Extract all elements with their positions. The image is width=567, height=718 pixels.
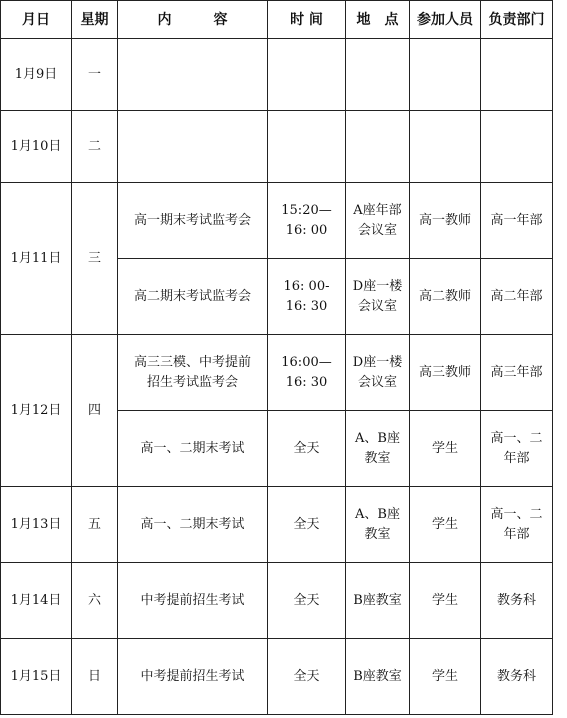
place-cell bbox=[346, 111, 410, 183]
table-row bbox=[1, 487, 553, 563]
header-place: 地 点 bbox=[346, 1, 410, 39]
place-cell: D座一楼 会议室 bbox=[346, 335, 410, 411]
table-row bbox=[1, 111, 553, 183]
table-row bbox=[1, 183, 553, 259]
time-cell: 15:20— 16: 00 bbox=[268, 183, 346, 259]
department-cell: 教务科 bbox=[481, 639, 553, 715]
department-cell: 高二年部 bbox=[481, 259, 553, 335]
participants-cell: 高二教师 bbox=[410, 259, 481, 335]
date-cell: 1月14日 bbox=[1, 563, 72, 639]
participants-cell: 学生 bbox=[410, 487, 481, 563]
place-cell: A座年部 会议室 bbox=[346, 183, 410, 259]
header-content: 内 容 bbox=[118, 1, 268, 39]
content-cell: 高三三模、中考提前 招生考试监考会 bbox=[118, 335, 268, 411]
content-cell: 高一、二期末考试 bbox=[118, 487, 268, 563]
time-cell bbox=[268, 39, 346, 111]
weekday-cell: 四 bbox=[72, 335, 118, 487]
participants-cell bbox=[410, 39, 481, 111]
participants-cell: 学生 bbox=[410, 639, 481, 715]
participants-cell: 高一教师 bbox=[410, 183, 481, 259]
time-cell: 全天 bbox=[268, 411, 346, 487]
time-cell: 全天 bbox=[268, 563, 346, 639]
content-cell bbox=[118, 39, 268, 111]
header-month-day: 月日 bbox=[1, 1, 72, 39]
date-cell: 1月11日 bbox=[1, 183, 72, 335]
weekday-cell: 一 bbox=[72, 39, 118, 111]
content-cell bbox=[118, 111, 268, 183]
participants-cell: 学生 bbox=[410, 411, 481, 487]
header-row bbox=[1, 1, 553, 39]
weekday-cell: 日 bbox=[72, 639, 118, 715]
table-row bbox=[1, 639, 553, 715]
content-cell: 高一期末考试监考会 bbox=[118, 183, 268, 259]
place-cell: B座教室 bbox=[346, 563, 410, 639]
weekday-cell: 五 bbox=[72, 487, 118, 563]
participants-cell bbox=[410, 111, 481, 183]
header-participants: 参加人员 bbox=[410, 1, 481, 39]
weekday-cell: 三 bbox=[72, 183, 118, 335]
department-cell: 高一年部 bbox=[481, 183, 553, 259]
table-row bbox=[1, 563, 553, 639]
content-cell: 中考提前招生考试 bbox=[118, 563, 268, 639]
date-cell: 1月12日 bbox=[1, 335, 72, 487]
header-time: 时 间 bbox=[268, 1, 346, 39]
department-cell: 高一、二 年部 bbox=[481, 487, 553, 563]
time-cell: 16:00— 16: 30 bbox=[268, 335, 346, 411]
date-cell: 1月13日 bbox=[1, 487, 72, 563]
place-cell: D座一楼 会议室 bbox=[346, 259, 410, 335]
weekday-cell: 二 bbox=[72, 111, 118, 183]
time-cell: 全天 bbox=[268, 639, 346, 715]
date-cell: 1月9日 bbox=[1, 39, 72, 111]
header-weekday: 星期 bbox=[72, 1, 118, 39]
content-cell: 高二期末考试监考会 bbox=[118, 259, 268, 335]
participants-cell: 学生 bbox=[410, 563, 481, 639]
table-row bbox=[1, 335, 553, 411]
header-department: 负责部门 bbox=[481, 1, 553, 39]
table-row bbox=[1, 39, 553, 111]
place-cell: A、B座 教室 bbox=[346, 411, 410, 487]
place-cell: A、B座 教室 bbox=[346, 487, 410, 563]
participants-cell: 高三教师 bbox=[410, 335, 481, 411]
date-cell: 1月10日 bbox=[1, 111, 72, 183]
content-cell: 中考提前招生考试 bbox=[118, 639, 268, 715]
date-cell: 1月15日 bbox=[1, 639, 72, 715]
content-cell: 高一、二期末考试 bbox=[118, 411, 268, 487]
department-cell bbox=[481, 39, 553, 111]
department-cell: 高一、二 年部 bbox=[481, 411, 553, 487]
department-cell bbox=[481, 111, 553, 183]
place-cell bbox=[346, 39, 410, 111]
time-cell: 16: 00- 16: 30 bbox=[268, 259, 346, 335]
weekday-cell: 六 bbox=[72, 563, 118, 639]
department-cell: 教务科 bbox=[481, 563, 553, 639]
time-cell: 全天 bbox=[268, 487, 346, 563]
place-cell: B座教室 bbox=[346, 639, 410, 715]
department-cell: 高三年部 bbox=[481, 335, 553, 411]
time-cell bbox=[268, 111, 346, 183]
